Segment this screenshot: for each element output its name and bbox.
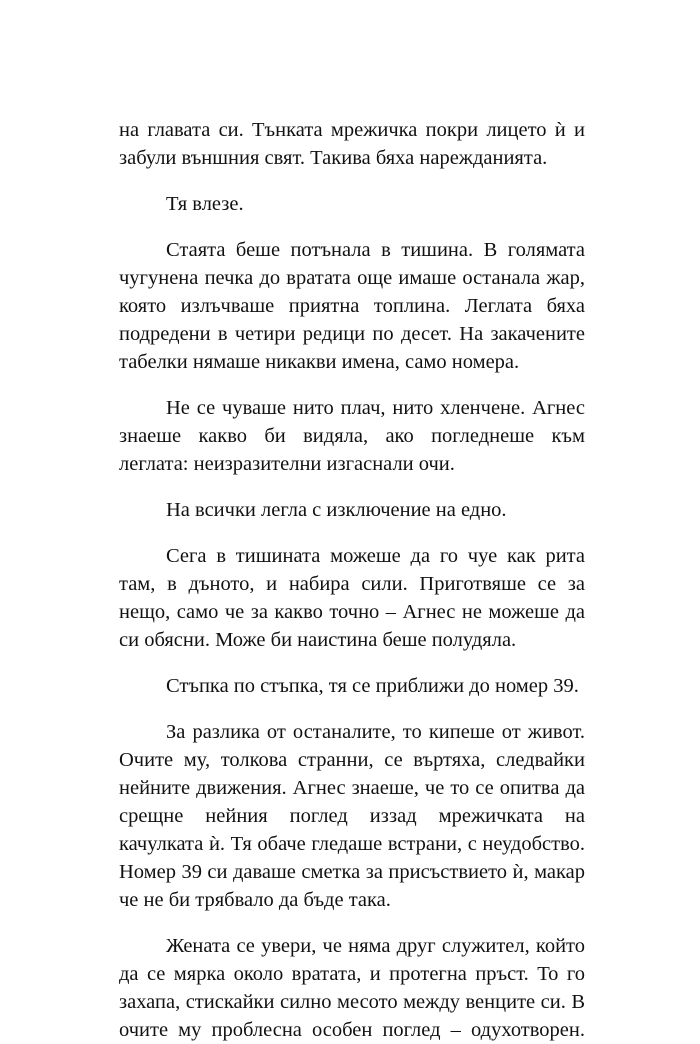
paragraph-2: Тя влезе. [166, 193, 244, 215]
paragraph-5: На всички легла с изключение на едно. [166, 499, 507, 521]
paragraph-7: Стъпка по стъпка, тя се приближи до номер 39. [166, 675, 579, 697]
page-text [119, 116, 585, 1044]
paragraph-1: на главата си. Тънката мрежичка покри лицето ѝ и забули външния свят. Такива бяха нарежданията. [119, 119, 585, 169]
paragraph-3: Стаята беше потънала в тишина. В голямата чугунена печка до вратата още имаше останала жар, която излъчваше приятна топлина. Леглата бяха подредени в четири редици по десет. На закачените табелки нямаше никакви имена, само номера. [119, 239, 585, 373]
paragraph-6: Сега в тишината можеше да го чуе как рита там, в дъното, и набира сили. Приготвяше се за нещо, само че за какво точно – Агнес не можеше да си обясни. Може би наистина беше полудяла. [119, 545, 585, 651]
paragraph-9: Жената се увери, че няма друг служител, който да се мярка около вратата, и протегна пръст. То го захапа, стискайки силно месото между венците си. В очите му проблесна особен поглед – одухотворен. [119, 935, 585, 1041]
paragraph-8: За разлика от останалите, то кипеше от живот. Очите му, толкова странни, се въртяха, следвайки нейните движения. Агнес знаеше, че то се опитва да срещне нейния поглед иззад мрежичката на качулката ѝ. Тя обаче гледаше встрани, с неудобство. Номер 39 си даваше сметка за присъствието ѝ, макар че не би трябвало да бъде така. [119, 721, 585, 911]
paragraph-4: Не се чуваше нито плач, нито хленчене. Агнес знаеше какво би видяла, ако погледнеше към леглата: неизразителни изгаснали очи. [119, 397, 585, 475]
